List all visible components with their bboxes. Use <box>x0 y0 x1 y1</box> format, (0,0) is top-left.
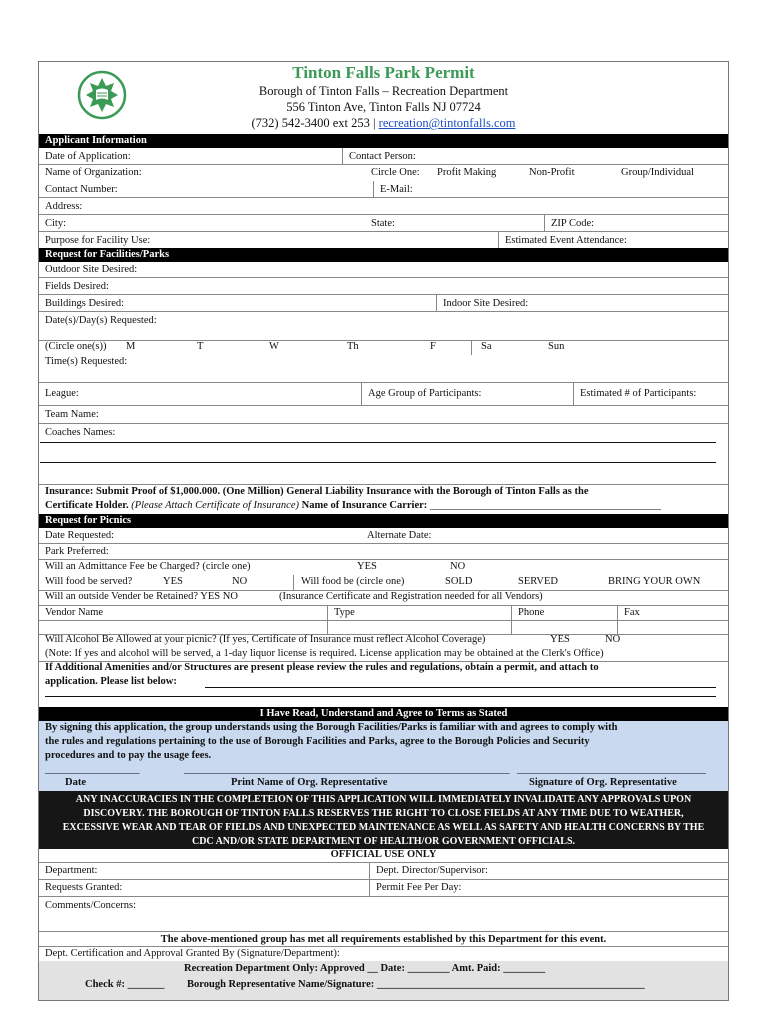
section-picnics: Request for Picnics <box>39 514 728 528</box>
team-name-field[interactable] <box>39 406 99 423</box>
food-divider <box>293 575 294 591</box>
coaches-line-1[interactable] <box>40 442 716 443</box>
print-name-line[interactable]: ______________________________________________________________ <box>184 764 510 775</box>
day-wednesday[interactable]: W <box>269 341 279 352</box>
comments-field[interactable] <box>39 897 136 931</box>
date-requested-label: Date Requested: <box>45 530 115 541</box>
warning-line-3: EXCESSIVE WEAR AND TEAR OF FIELDS AND UNEXPECTED MAINTENANCE AS WELL AS SAFETY AND HEALTH CONCERNS BY THE <box>62 822 705 833</box>
insurance-line-2 <box>45 500 661 511</box>
vendor-name-header: Vendor Name <box>45 607 104 618</box>
fee-no[interactable]: NO <box>450 561 466 572</box>
park-preferred-label: Park Preferred: <box>45 546 109 557</box>
vendor-name-input[interactable] <box>39 621 327 634</box>
official-use-heading: OFFICIAL USE ONLY <box>330 849 437 860</box>
dept-phone: (732) 542-3400 ext 253 | <box>251 116 379 130</box>
est-participants-field[interactable] <box>573 383 696 405</box>
amenities-input-1[interactable] <box>205 687 716 688</box>
signature-caption: Signature of Org. Representative <box>529 777 677 788</box>
alcohol-yes[interactable]: YES <box>550 634 570 645</box>
dept-name: Borough of Tinton Falls – Recreation Department <box>258 84 509 98</box>
attach-certificate-note: (Please Attach Certificate of Insurance) <box>128 500 299 511</box>
contact-number-field[interactable] <box>39 181 118 197</box>
insurance-carrier-label: Name of Insurance Carrier: <box>298 500 430 511</box>
admittance-fee-question: Will an Admittance Fee be Charged? (circle one) <box>45 561 251 572</box>
buildings-desired-label: Buildings Desired: <box>45 298 125 309</box>
address-label: Address: <box>45 201 83 212</box>
signature-line[interactable]: ____________________________________ <box>517 764 706 775</box>
date-signature-line[interactable]: __________________ <box>45 764 140 775</box>
circle-days-label: (Circle one(s)) <box>45 341 107 352</box>
permit-fee-label: Permit Fee Per Day: <box>376 882 462 893</box>
circle-one-label: Circle One: <box>371 167 420 178</box>
certification-field[interactable] <box>39 947 340 961</box>
est-participants-label: Estimated # of Participants: <box>580 388 697 399</box>
league-label: League: <box>45 388 79 399</box>
insurance-carrier-input[interactable]: ____________________________________________ <box>429 500 661 511</box>
email-field[interactable] <box>373 181 413 197</box>
purpose-field[interactable] <box>39 232 150 248</box>
coaches-names-label: Coaches Names: <box>45 427 116 438</box>
section-applicant: Applicant Information <box>39 134 728 148</box>
fields-desired-field[interactable] <box>39 278 109 294</box>
team-name-label: Team Name: <box>45 409 99 420</box>
permit-form <box>38 61 729 1001</box>
requests-granted-label: Requests Granted: <box>45 882 123 893</box>
email-label: E-Mail: <box>380 184 413 195</box>
contact-person-field[interactable] <box>342 148 416 164</box>
outdoor-site-label: Outdoor Site Desired: <box>45 264 138 275</box>
agreement-text-1: By signing this application, the group understands using the Borough Facilities/Parks is familiar with and agrees to comply with <box>45 722 618 733</box>
dept-email-link[interactable]: recreation@tintonfalls.com <box>378 116 516 130</box>
purpose-label: Purpose for Facility Use: <box>45 235 151 246</box>
department-label: Department: <box>45 865 98 876</box>
alcohol-note: (Note: If yes and alcohol will be served, a 1-day liquor license is required. License application may be obtained at the Clerk's Office) <box>45 648 604 659</box>
outdoor-site-field[interactable] <box>39 262 137 277</box>
state-label: State: <box>371 218 395 229</box>
contact-person-label: Contact Person: <box>349 151 416 162</box>
blank-row[interactable] <box>39 463 728 485</box>
park-preferred-field[interactable] <box>39 544 109 559</box>
print-name-caption: Print Name of Org. Representative <box>231 777 388 788</box>
certificate-holder: Certificate Holder. <box>45 500 129 511</box>
day-tuesday[interactable]: T <box>197 341 204 352</box>
food-no[interactable]: NO <box>232 576 248 587</box>
dept-address: 556 Tinton Ave, Tinton Falls NJ 07724 <box>286 100 481 114</box>
amenities-line-1: If Additional Amenities and/or Structures are present please review the rules and regulations, obtain a permit, and attach to <box>45 662 599 673</box>
form-title: Tinton Falls Park Permit <box>292 63 475 82</box>
alcohol-question: Will Alcohol Be Allowed at your picnic? (If yes, Certificate of Insurance must reflect Alcohol Coverage) <box>45 634 486 645</box>
warning-box <box>39 791 728 849</box>
fee-yes[interactable]: YES <box>357 561 377 572</box>
food-bring-your-own[interactable]: BRING YOUR OWN <box>608 576 701 587</box>
day-friday[interactable]: F <box>430 341 436 352</box>
day-divider <box>471 341 472 355</box>
agreement-text-2: the rules and regulations pertaining to the use of Borough Facilities and Parks, agree to the Borough Policies and Security <box>45 736 590 747</box>
date-of-application-field[interactable] <box>39 148 131 164</box>
vendor-phone-input[interactable] <box>511 621 617 634</box>
indoor-site-label: Indoor Site Desired: <box>443 298 529 309</box>
state-field[interactable] <box>365 215 395 231</box>
day-monday[interactable]: M <box>126 341 136 352</box>
address-field[interactable] <box>39 198 82 214</box>
age-group-field[interactable] <box>361 383 481 405</box>
dept-contact <box>39 115 728 131</box>
food-sold[interactable]: SOLD <box>445 576 473 587</box>
vendor-question[interactable]: Will an outside Vender be Retained? YES NO <box>45 591 238 602</box>
alternate-date-label: Alternate Date: <box>367 530 432 541</box>
vendor-type-header: Type <box>327 606 355 620</box>
coaches-names-field[interactable] <box>39 424 115 443</box>
check-number-field[interactable]: Check #: _______ <box>85 979 165 990</box>
indoor-site-field[interactable] <box>436 295 528 311</box>
city-field[interactable] <box>39 215 66 231</box>
comments-label: Comments/Concerns: <box>45 900 136 911</box>
day-sunday[interactable]: Sun <box>548 341 565 352</box>
date-caption: Date <box>65 777 86 788</box>
vendor-fax-input[interactable] <box>617 621 728 634</box>
section-facilities: Request for Facilities/Parks <box>39 248 728 262</box>
dates-requested-label: Date(s)/Day(s) Requested: <box>45 315 157 326</box>
vendor-fax-header: Fax <box>617 606 640 620</box>
permit-fee-field[interactable] <box>369 880 461 896</box>
section-agreement: I Have Read, Understand and Agree to Terms as Stated <box>39 707 728 721</box>
agreement-text-3: procedures and to pay the usage fees. <box>45 750 212 761</box>
vendor-type-input[interactable] <box>327 621 511 634</box>
warning-line-4: CDC AND/OR STATE DEPARTMENT OF HEALTH/OR GOVERNMENT OFFICIALS. <box>191 836 576 847</box>
food-served-question: Will food be served? <box>45 576 133 587</box>
zip-field[interactable] <box>544 215 594 231</box>
dates-requested-field[interactable] <box>39 312 157 340</box>
attendance-label: Estimated Event Attendance: <box>505 235 627 246</box>
form-header <box>39 62 728 134</box>
amenities-line-2: application. Please list below: <box>45 676 177 687</box>
buildings-desired-field[interactable] <box>39 295 124 311</box>
director-field[interactable] <box>369 863 488 879</box>
option-profit-making[interactable]: Profit Making <box>437 167 497 178</box>
org-name-label: Name of Organization: <box>45 167 142 178</box>
contact-number-label: Contact Number: <box>45 184 118 195</box>
fields-desired-label: Fields Desired: <box>45 281 109 292</box>
borough-logo-icon <box>77 70 127 120</box>
warning-line-2: DISCOVERY. THE BOROUGH OF TINTON FALLS RESERVES THE RIGHT TO CLOSE FIELDS AT ANY TIME DUE TO WEATHER, <box>83 808 684 819</box>
vendor-note: (Insurance Certificate and Registration needed for all Vendors) <box>279 591 543 602</box>
day-saturday[interactable]: Sa <box>481 341 492 352</box>
borough-signature-field[interactable]: Borough Representative Name/Signature: ___________________________________________________ <box>187 979 645 990</box>
date-of-application-label: Date of Application: <box>45 151 131 162</box>
director-label: Dept. Director/Supervisor: <box>376 865 488 876</box>
recreation-dept-box <box>39 961 728 1000</box>
food-circle-question: Will food be (circle one) <box>301 576 405 587</box>
attendance-field[interactable] <box>498 232 627 248</box>
date-requested-field[interactable] <box>39 528 114 543</box>
vendor-phone-header: Phone <box>511 606 544 620</box>
department-field[interactable] <box>39 863 97 879</box>
option-non-profit[interactable]: Non-Profit <box>529 167 575 178</box>
org-name-field[interactable] <box>39 165 142 181</box>
certification-label: Dept. Certification and Approval Granted By (Signature/Department): <box>45 948 340 959</box>
times-requested-label: Time(s) Requested: <box>45 356 128 367</box>
rec-dept-only-line[interactable]: Recreation Department Only: Approved __ Date: ________ Amt. Paid: ________ <box>184 963 546 974</box>
option-group-individual[interactable]: Group/Individual <box>621 167 694 178</box>
times-requested-field[interactable] <box>39 355 127 382</box>
requests-granted-field[interactable] <box>39 880 122 896</box>
zip-label: ZIP Code: <box>551 218 595 229</box>
food-served[interactable]: SERVED <box>518 576 558 587</box>
alcohol-no[interactable]: NO <box>605 634 621 645</box>
amenities-input-2[interactable] <box>45 696 716 697</box>
food-yes[interactable]: YES <box>163 576 183 587</box>
alternate-date-field[interactable] <box>361 528 431 543</box>
agreement-box <box>39 721 728 791</box>
insurance-line-1: Insurance: Submit Proof of $1,000.000. (One Million) General Liability Insurance with the Borough of Tinton Falls as the <box>45 486 589 497</box>
city-label: City: <box>45 218 67 229</box>
requirements-met-statement: The above-mentioned group has met all requirements established by this Department for this event. <box>160 934 607 945</box>
day-thursday[interactable]: Th <box>347 341 359 352</box>
age-group-label: Age Group of Participants: <box>368 388 482 399</box>
warning-line-1: ANY INACCURACIES IN THE COMPLETEION OF THIS APPLICATION WILL IMMEDIATELY INVALIDATE ANY APPROVALS UPON <box>75 794 692 805</box>
league-field[interactable] <box>39 383 79 405</box>
